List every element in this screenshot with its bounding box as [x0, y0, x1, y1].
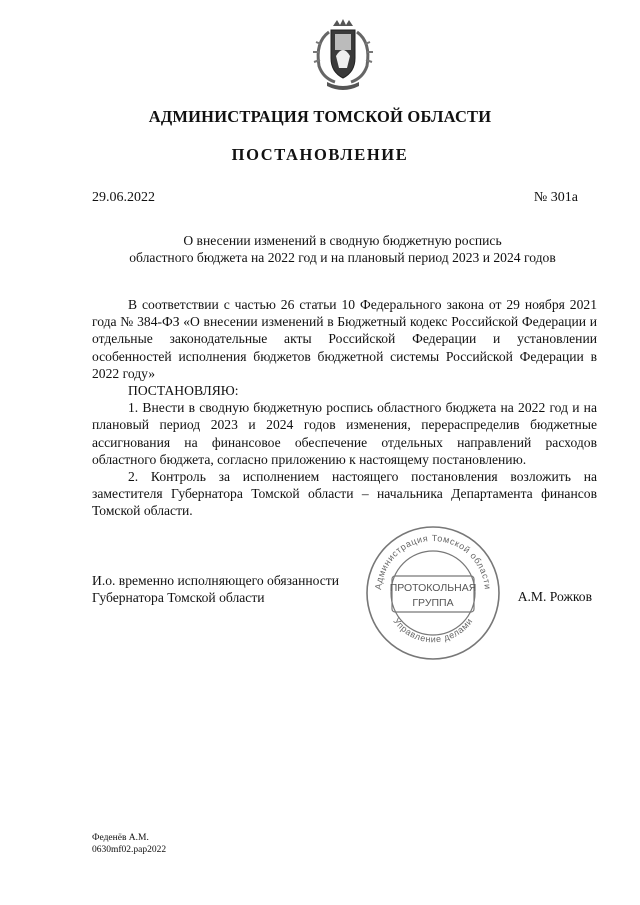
stamp-outer-text: Администрация Томской области — [373, 532, 493, 591]
decree-item-2: 2. Контроль за исполнением настоящего постановления возложить на заместителя Губернатора Томской области – начальника Департамента финансов Томской области. — [92, 469, 597, 519]
document-body — [92, 296, 597, 520]
stamp-inner-line-1: ПРОТОКОЛЬНАЯ — [389, 582, 477, 594]
stamp-outer-text-bottom: Управление делами — [391, 616, 475, 645]
stamp-inner-line-2: ГРУППА — [412, 597, 454, 609]
signatory-title-line-1: И.о. временно исполняющего обязанности — [92, 573, 340, 588]
document-subject — [90, 232, 595, 266]
subject-line-1: О внесении изменений в сводную бюджетную роспись — [183, 233, 502, 248]
coat-of-arms-emblem — [305, 16, 381, 92]
document-type-title: ПОСТАНОВЛЕНИЕ — [231, 145, 409, 164]
preamble-paragraph: В соответствии с частью 26 статьи 10 Федерального закона от 29 ноября 2021 года № 384-ФЗ «О внесении изменений в Бюджетный кодекс Российской Федерации и отдельные законодательные акты Российской Федерации и установлении особенностей исполнения бюджетов бюджетной системы Российской Федерации в 2022 году» — [92, 297, 597, 381]
signatory-title-line-2: Губернатора Томской области — [92, 590, 265, 606]
signatory-name: А.М. Рожков — [517, 589, 592, 604]
svg-text:Управление делами — [391, 616, 474, 644]
signatory-title — [92, 572, 339, 606]
document-number: № 301а — [533, 190, 578, 205]
decree-word: ПОСТАНОВЛЯЮ: — [128, 383, 239, 399]
organization-title: АДМИНИСТРАЦИЯ ТОМСКОЙ ОБЛАСТИ — [148, 107, 492, 126]
footer-file-code: 0630mf02.pap2022 — [92, 845, 167, 855]
decree-item-1: 1. Внести в сводную бюджетную роспись областного бюджета на 2022 год и на плановый период 2023 и 2024 годов изменения, перераспределив бюджетные ассигнования на финансовое обеспечение отдельных направлений расходов областного бюджета, согласно приложению к настоящему постановлению. — [92, 400, 597, 467]
subject-line-2: областного бюджета на 2022 год и на плановый период 2023 и 2024 годов — [129, 250, 556, 265]
document-date: 29.06.2022 — [92, 190, 155, 205]
document-footer — [92, 832, 166, 856]
official-stamp — [362, 522, 504, 664]
footer-author: Феденёв А.М. — [92, 833, 149, 843]
